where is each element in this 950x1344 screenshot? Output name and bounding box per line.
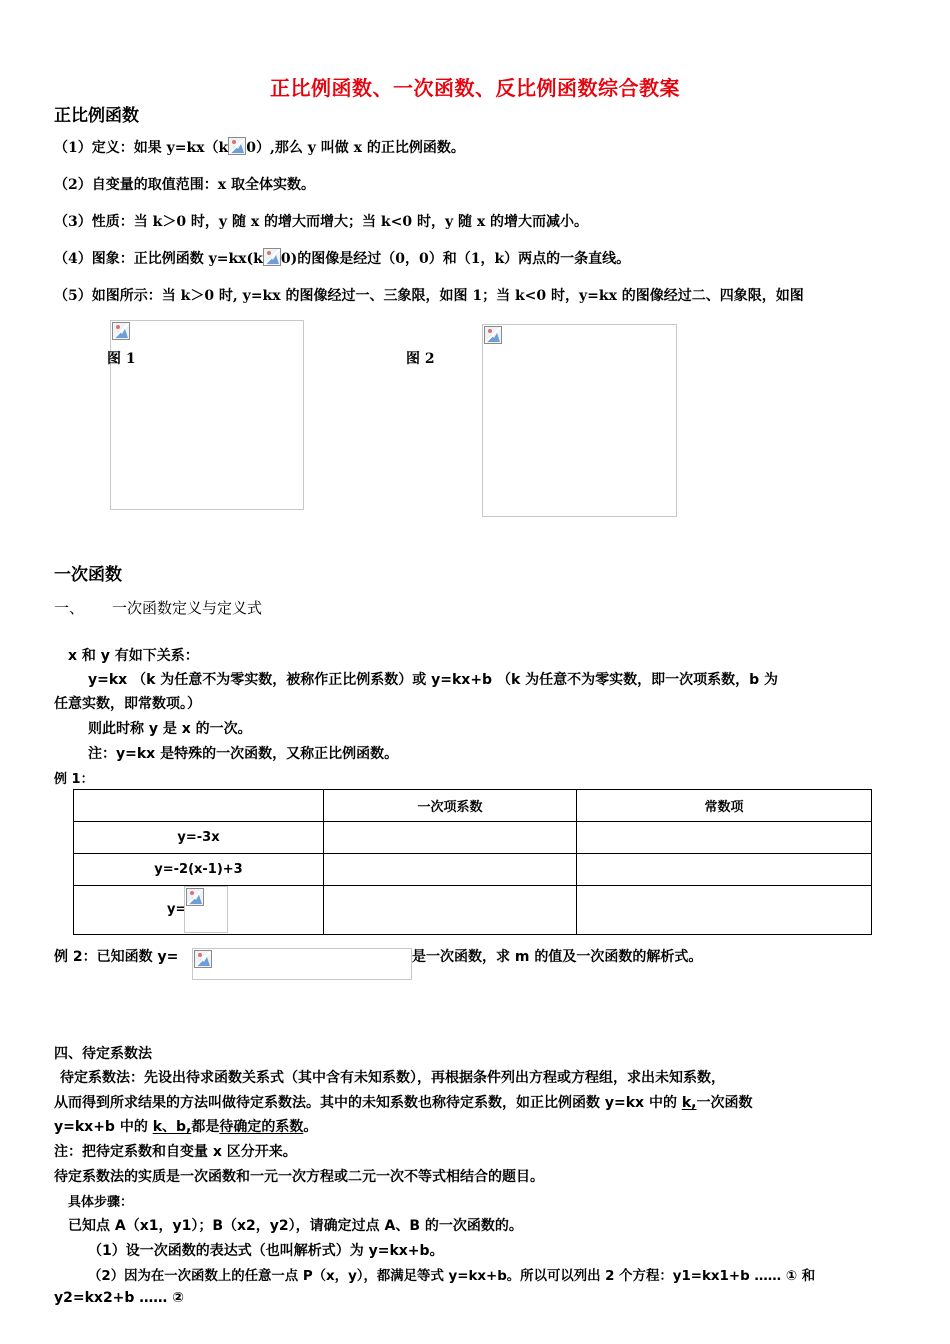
section-heading-proportional: 正比例函数 xyxy=(54,106,139,126)
broken-image-icon xyxy=(228,137,246,155)
figure-2-frame xyxy=(482,324,677,517)
graph-text-a: （4）图象：正比例函数 y=kx(k xyxy=(54,251,263,267)
table-header-cell: 一次项系数 xyxy=(324,790,577,822)
subsection-number: 一、 xyxy=(54,599,85,617)
table-header-row xyxy=(74,790,872,822)
graph-text-b: 0)的图像是经过（0，0）和（1，k）两点的一条直线。 xyxy=(280,251,631,267)
table-cell: y=-3x xyxy=(74,822,324,854)
step-2: （2）因为在一次函数上的任意一点 P（x，y），都满足等式 y=kx+b。所以可以列出 2 个方程：y1=kx1+b …… ① 和 xyxy=(88,1269,816,1284)
definition-line xyxy=(54,137,465,157)
definition-text-a: （1）定义：如果 y=kx（k xyxy=(54,140,229,156)
figure-2-label: 图 2 xyxy=(406,351,435,367)
broken-image-icon xyxy=(263,248,281,266)
conclusion-line: 则此时称 y 是 x 的一次。 xyxy=(88,721,252,737)
table-cell-text: y= xyxy=(167,902,187,917)
note-line: 注：y=kx 是特殊的一次函数，又称正比例函数。 xyxy=(88,746,399,762)
method-text: 。 xyxy=(303,1119,318,1135)
table-cell xyxy=(577,854,872,886)
example-2-formula-frame xyxy=(192,948,412,980)
section-heading-undetermined-coefficients: 四、待定系数法 xyxy=(54,1046,152,1062)
steps-label: 具体步骤： xyxy=(68,1195,134,1210)
steps-given: 已知点 A（x1，y1）；B（x2，y2），请确定过点 A、B 的一次函数的。 xyxy=(68,1218,523,1234)
example-2-text-a: 例 2：已知函数 y= xyxy=(54,949,179,965)
table-cell xyxy=(324,854,577,886)
step-2-cont: y2=kx2+b …… ② xyxy=(54,1290,185,1306)
step-1: （1）设一次函数的表达式（也叫解析式）为 y=kx+b。 xyxy=(88,1243,444,1259)
method-text: 从而得到所求结果的方法叫做待定系数法。其中的未知系数也称待定系数，如正比例函数 y=kx 中的 xyxy=(54,1095,682,1111)
table-header-cell: 常数项 xyxy=(577,790,872,822)
property-line: （3）性质：当 k＞0 时，y 随 x 的增大而增大；当 k<0 时，y 随 x 的增大而减小。 xyxy=(54,214,589,230)
relation-intro: x 和 y 有如下关系： xyxy=(68,648,199,664)
broken-image-icon xyxy=(194,950,212,968)
definition-formula-line-cont: 任意实数，即常数项。） xyxy=(54,696,201,712)
method-paragraph-line-2 xyxy=(54,1092,752,1112)
graph-line xyxy=(54,248,630,268)
method-text: 一次函数 xyxy=(696,1095,753,1111)
section-heading-linear: 一次函数 xyxy=(54,565,122,585)
figure-1-frame xyxy=(110,320,304,510)
underlined-coefficients: k、b, xyxy=(152,1119,192,1135)
domain-line: （2）自变量的取值范围：x 取全体实数。 xyxy=(54,177,315,193)
broken-image-icon xyxy=(186,888,204,906)
underlined-coefficient: k, xyxy=(681,1095,697,1111)
method-essence: 待定系数法的实质是一次函数和一元一次方程或二元一次不等式相结合的题目。 xyxy=(54,1169,544,1185)
table-row xyxy=(74,854,872,886)
method-text: 都是 xyxy=(191,1119,220,1135)
table-cell: y=-2(x-1)+3 xyxy=(74,854,324,886)
example-2-text-b: 是一次函数，求 m 的值及一次函数的解析式。 xyxy=(412,949,703,965)
table-row xyxy=(74,886,872,935)
definition-formula-line: y=kx （k 为任意不为零实数，被称作正比例系数）或 y=kx+b （k 为任意不为零实数，即一次项系数，b 为 xyxy=(88,672,779,688)
broken-image-icon xyxy=(112,322,130,340)
example-1-label: 例 1： xyxy=(54,772,94,787)
table-row xyxy=(74,822,872,854)
figure-1-label: 图 1 xyxy=(107,351,136,367)
method-paragraph-line-3 xyxy=(54,1116,317,1136)
table-cell xyxy=(324,822,577,854)
table-cell-formula xyxy=(74,886,324,935)
method-text: y=kx+b 中的 xyxy=(54,1119,153,1135)
broken-image-icon xyxy=(484,326,502,344)
table-cell xyxy=(577,886,872,935)
table-cell xyxy=(324,886,577,935)
figure-description-line: （5）如图所示：当 k＞0 时, y=kx 的图像经过一、三象限，如图 1；当 k<0 时，y=kx 的图像经过二、四象限，如图 xyxy=(54,288,804,304)
example-1-table xyxy=(73,789,872,935)
method-note: 注：把待定系数和自变量 x 区分开来。 xyxy=(54,1144,297,1160)
subsection-title: 一次函数定义与定义式 xyxy=(112,599,263,617)
underlined-phrase: 待确定的系数 xyxy=(219,1119,304,1135)
definition-text-b: 0）,那么 y 叫做 x 的正比例函数。 xyxy=(246,140,465,156)
document-title: 正比例函数、一次函数、反比例函数综合教案 xyxy=(270,76,680,100)
table-cell xyxy=(577,822,872,854)
table-header-cell xyxy=(74,790,324,822)
method-paragraph-line-1: 待定系数法：先设出待求函数关系式（其中含有未知系数），再根据条件列出方程或方程组，求出未知系数， xyxy=(60,1070,725,1086)
